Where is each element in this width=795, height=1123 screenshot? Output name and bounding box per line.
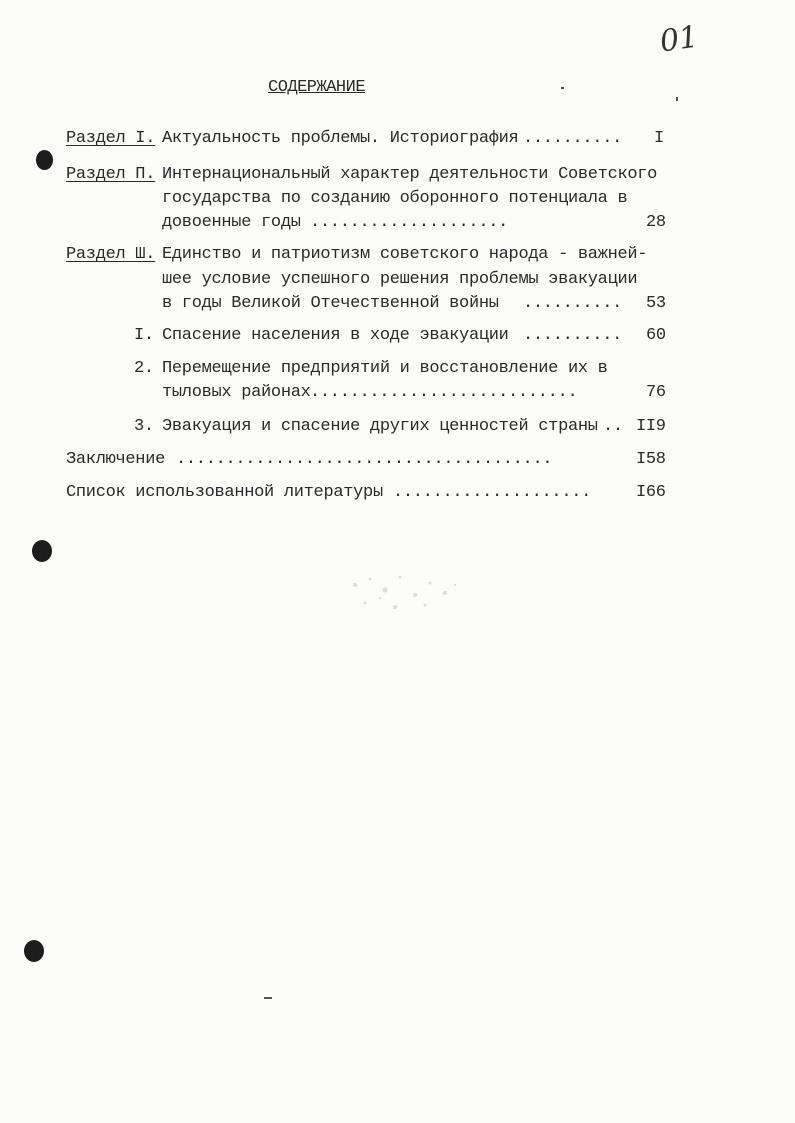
punch-hole-middle — [32, 540, 52, 562]
literature-dots: .................... — [393, 483, 592, 502]
section-2-label: Раздел П. — [66, 165, 156, 184]
subsection-3-number: 3. — [134, 417, 154, 436]
faded-stamp-smudge — [335, 565, 480, 620]
section-3-dots: .......... — [523, 294, 623, 313]
section-1-page: I — [654, 129, 664, 148]
section-1-title: Актуальность проблемы. Историография — [162, 129, 519, 148]
subsection-2-page: 76 — [646, 383, 666, 402]
page-title: СОДЕРЖАНИЕ — [268, 78, 366, 97]
section-3-title-line-3: в годы Великой Отечественной войны — [162, 294, 499, 313]
punch-hole-bottom — [24, 940, 44, 962]
section-2-title-line-1: Интернациональный характер деятельности Советского — [162, 165, 658, 184]
literature-page: I66 — [636, 483, 666, 502]
scan-dash — [264, 997, 272, 999]
section-2-dots: .................... — [310, 213, 509, 232]
literature-title: Список использованной литературы — [66, 483, 383, 502]
conclusion-title: Заключение — [66, 450, 166, 469]
section-3-page: 53 — [646, 294, 666, 313]
subsection-3-dots: .. — [603, 417, 623, 436]
section-1-label: Раздел I. — [66, 129, 156, 148]
subsection-3-page: II9 — [636, 417, 666, 436]
subsection-1-page: 60 — [646, 326, 666, 345]
conclusion-page: I58 — [636, 450, 666, 469]
subsection-2-title-line-1: Перемещение предприятий и восстановление их в — [162, 359, 608, 378]
subsection-1-number: I. — [134, 326, 154, 345]
punch-hole-top — [36, 150, 53, 170]
subsection-2-dots: ........................... — [310, 383, 578, 402]
section-1-dots: .......... — [523, 129, 623, 148]
handwritten-folio-number: 01 — [657, 19, 701, 60]
subsection-2-title-line-2: тыловых районах — [162, 383, 311, 402]
conclusion-dots: ...................................... — [176, 450, 553, 469]
subsection-1-dots: .......... — [523, 326, 623, 345]
scan-speck — [561, 87, 564, 89]
section-2-title-line-3: довоенные годы — [162, 213, 301, 232]
section-3-label: Раздел Ш. — [66, 245, 156, 264]
scan-speck — [676, 97, 678, 101]
section-3-title-line-1: Единство и патриотизм советского народа - важней- — [162, 245, 648, 264]
section-2-page: 28 — [646, 213, 666, 232]
subsection-2-number: 2. — [134, 359, 154, 378]
subsection-3-title: Эвакуация и спасение других ценностей страны — [162, 417, 598, 436]
section-2-title-line-2: государства по созданию оборонного потенциала в — [162, 189, 628, 208]
subsection-1-title: Спасение населения в ходе эвакуации — [162, 326, 509, 345]
section-3-title-line-2: шее условие успешного решения проблемы эвакуации — [162, 270, 638, 289]
